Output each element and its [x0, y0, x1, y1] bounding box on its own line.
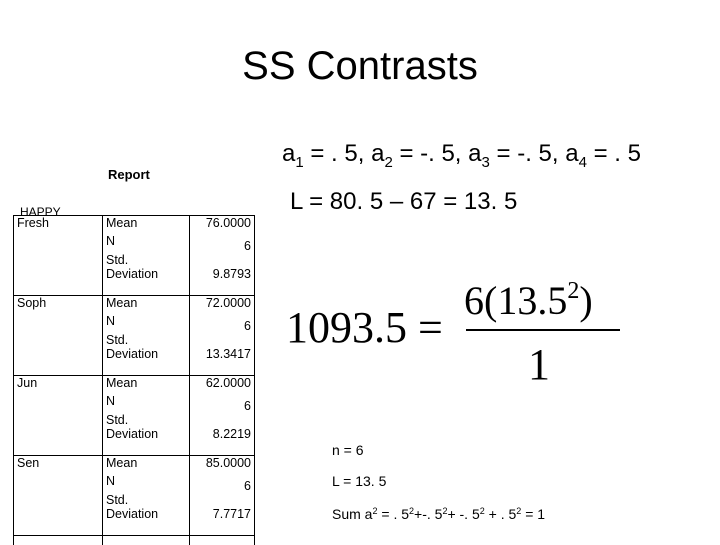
mean-value: 85.0000 [190, 456, 255, 475]
sd-label-line-2: Deviation [106, 427, 186, 441]
sum-part-3: + -. 5 [447, 506, 479, 522]
stat-label-sd [103, 253, 190, 296]
sd-label-line-1: Std. [106, 413, 186, 427]
stat-label-n: N [103, 234, 190, 253]
sd-label-line-2: Deviation [106, 347, 186, 361]
n-value: 6 [190, 234, 255, 253]
table-cell [190, 536, 255, 545]
sd-label-line-2: Deviation [106, 267, 186, 281]
stat-label-sd [103, 493, 190, 536]
table-row [14, 456, 255, 475]
table-row [14, 376, 255, 395]
sum-exp-3: 2 [442, 506, 447, 516]
note-l: L = 13. 5 [332, 473, 386, 489]
slide-title: SS Contrasts [0, 44, 720, 89]
n-value: 6 [190, 314, 255, 333]
numerator-exponent: 2 [567, 278, 579, 304]
n-value: 6 [190, 474, 255, 493]
stat-label-mean: Mean [103, 376, 190, 395]
stat-label-n: N [103, 474, 190, 493]
a1-name: a [282, 140, 295, 167]
group-label: Soph [14, 296, 103, 376]
a4-name: a [565, 140, 578, 167]
report-table [13, 215, 256, 545]
a3-subscript: 3 [482, 154, 490, 171]
sd-label-line-1: Std. [106, 333, 186, 347]
sum-exp-4: 2 [480, 506, 485, 516]
sd-label-line-1: Std. [106, 493, 186, 507]
l-computation-line: L = 80. 5 – 67 = 13. 5 [290, 188, 517, 216]
sd-value: 9.8793 [190, 253, 255, 296]
sd-value: 7.7717 [190, 493, 255, 536]
report-variable-label: HAPPY [20, 205, 61, 219]
stat-label-mean: Mean [103, 456, 190, 475]
a3-name: a [468, 140, 481, 167]
ss-equation [280, 272, 640, 392]
stat-label-n: N [103, 394, 190, 413]
note-n: n = 6 [332, 442, 364, 458]
sum-part-4: + . 5 [485, 506, 517, 522]
sd-label-line-1: Std. [106, 253, 186, 267]
sd-value: 13.3417 [190, 333, 255, 376]
a4-value: = . 5 [587, 140, 641, 167]
stat-label-n: N [103, 314, 190, 333]
mean-value: 76.0000 [190, 216, 255, 235]
sum-label: Sum a [332, 506, 372, 522]
group-label: Fresh [14, 216, 103, 296]
table-cell [103, 536, 190, 545]
stat-label-sd [103, 413, 190, 456]
sum-exp-2: 2 [409, 506, 414, 516]
mean-value: 72.0000 [190, 296, 255, 315]
coefficients-line [282, 140, 641, 168]
numerator-main: 6(13.5 [464, 278, 567, 323]
group-label: Sen [14, 456, 103, 536]
stat-label-sd [103, 333, 190, 376]
sum-exp-1: 2 [372, 506, 377, 516]
a1-value: = . 5, [304, 140, 371, 167]
sum-part-2: +-. 5 [414, 506, 442, 522]
table-row [14, 296, 255, 315]
a1-subscript: 1 [295, 154, 303, 171]
n-value: 6 [190, 394, 255, 413]
table-row [14, 536, 255, 545]
note-sum-squares [332, 506, 545, 522]
a3-value: = -. 5, [490, 140, 565, 167]
equation-lhs: 1093.5 = [286, 303, 443, 352]
sum-part-1: = . 5 [377, 506, 409, 522]
a2-name: a [371, 140, 384, 167]
group-label: Jun [14, 376, 103, 456]
stat-label-mean: Mean [103, 296, 190, 315]
table-cell [14, 536, 103, 545]
a2-subscript: 2 [384, 154, 392, 171]
sd-value: 8.2219 [190, 413, 255, 456]
sum-exp-5: 2 [516, 506, 521, 516]
equation-numerator [464, 278, 593, 323]
a4-subscript: 4 [579, 154, 587, 171]
sd-label-line-2: Deviation [106, 507, 186, 521]
table-row [14, 216, 255, 235]
mean-value: 62.0000 [190, 376, 255, 395]
sum-end: = 1 [521, 506, 545, 522]
equation-denominator: 1 [528, 340, 550, 389]
a2-value: = -. 5, [393, 140, 468, 167]
report-title: Report [108, 167, 150, 182]
numerator-close: ) [579, 278, 592, 323]
stat-label-mean: Mean [103, 216, 190, 235]
